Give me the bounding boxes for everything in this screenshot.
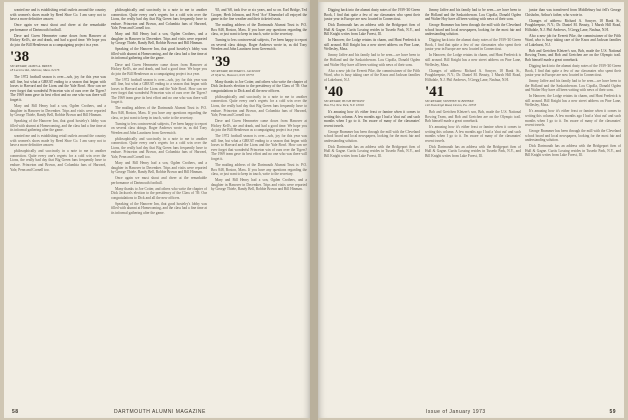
paragraph: wanted me and is establishing retail outlets around the country with women's shoes made by Reed Shoe Co. I am sorry not to have a more definitive answer. (10, 134, 106, 148)
class-year: '39 (211, 53, 231, 70)
paragraph: George Brammer has been through the mill with the Cleveland school board and local newspapers, looking for the most fair and understanding solution. (324, 129, 420, 143)
paragraph: George Brammer has been through the mill with the Cleveland school board and local newspapers, looking for the most fair and understanding solution. (525, 129, 621, 143)
paragraph: Changes of address: Richard A. Sawyer, 18 Bank St., Poughkeepsie, N.Y.; Dr. Daniel M. Beauty, 1 Marsh Hill Road, Hillsdale, N.J. Phil Andrews, 5 Gregg Lane, Nashua, N.H. (525, 18, 621, 32)
paragraph: It's amazing how it's either feast or famine when it comes to writing this column. A few months ago I had a 'shut out' and such months when I go to it. I'm aware of many of the classmates' recent travels. (324, 110, 420, 128)
left-page (4, 2, 310, 418)
paragraph: The mailing address of the Dartmouth Alumni Trust is: P.O. Box 848, Boston, Mass. If you have any questions regarding the class, or just want to keep in touch, write to the secretary. (111, 106, 207, 120)
paragraph: It's amazing how it's either feast or famine when it comes to writing this column. A few months ago I had a 'shut out' and such months when I go to it. I'm aware of many of the classmates' recent travels. (525, 109, 621, 128)
paragraph: Mary and Bill Henry had a son, Ogden Crothers, and a daughter in Hanover in December. Trips and visits were reported by George Thiele, Randy Bell, Robbie Brown and Bill Hinman. (10, 103, 106, 118)
paragraph: Jimmy Jaffee and his family had to be seen—we have been to the Holland and the Saskatchewan. Lou Cipolla, Donald Ogden and Walter Hoy have all been writing with news of their sons. (525, 79, 621, 93)
paragraph: Mary and Bill Henry had a son, Ogden Crothers, and a daughter in Hanover in December. Trips and visits were reported by George Thiele, Randy Bell, Robbie Brown and Bill Hinman. (111, 160, 207, 175)
paragraph: Mary and Bill Henry had a son, Ogden Crothers, and a daughter in Hanover in December. Trips and visits were reported by George Thiele, Randy Bell, Robbie Brown and Bill Hinman. (211, 178, 307, 192)
paragraph: Speaking of the Hanover Inn, that good hostelry's lobby was filled with alumni at Homecoming, and the class had a fine time at its informal gathering after the game. (111, 201, 207, 215)
paragraph: Bob and Gretchen Kletzer's son, Bob, made the U.S. National Rowing Team, and Bob and Gretchen are on the Olympic trail. Bob himself made a great comeback. (425, 110, 521, 124)
paragraph: junior than was transferred from Middlebury but fell's George Chisholm, Arthur's father, who wrote in. (525, 8, 621, 17)
left-footer (12, 409, 19, 415)
paragraph: Changes of address: Richard A. Sawyer, 18 Bank St., Poughkeepsie, N.Y.; Dr. Daniel M. Beauty, 1 Marsh Hill Road, Hillsdale, N.J. Phil Andrews, 5 Gregg Lane, Nashua, N.H. (425, 68, 521, 82)
class-year: '38 (10, 49, 30, 66)
paragraph: Dick Dartmouth has an address with the Bridgeport firm of Hull & Gagne. Curtis Lossing resides in Tuxedo Park, N.Y., and Bill Knight writes from Lake Forest, Ill. (425, 144, 521, 158)
paragraph: Digging back into the alumni dusty notes of the 1939-'40 Green Book, I find that quite a few of our classmates who spent their junior year in Europe are now located in Connecticut. (525, 64, 621, 78)
paragraph: Turning to less controversial subjects, I've been happy to report on several class doings. Roger Andrews wrote in, as did Tony Weeden and John Lauritzen from Greenwich. (211, 38, 307, 52)
paragraph: The 1972 football season is over—sob, joy for this year was still fine, but what a GREAT ending to a season that began with losses to Harvard and the Lions and the Yale Bowl. How can we ever forget that wonderful Princeton win of ours over the Tigers? The 1969 team gave its best effort and no one who was there will forget it. (10, 75, 106, 102)
paragraph: In Hanover, the Lodge retains its charm, and Hunt Frederick is still around. Bill Knight has a new street address on Pine Lane, Wellesley, Mass. (425, 53, 521, 67)
paragraph: George Brammer has been through the mill with the Cleveland school board and local newspapers, looking for the most fair and understanding solution. (425, 23, 521, 37)
class-address: 18 Lucerne Rd., Melrose, Mass. 02176 (10, 68, 60, 73)
paragraph: philosophically and succinctly in a note to me to another connection. Quite every one's regrets for a cold win over the Lions, the really bad day that Big Green fans frequently have to endure. Princeton and Brown, and Columbia fans of Harvard, Yale, Penn and Cornell too. (10, 149, 106, 172)
paragraph: Dick Dartmouth has an address with the Bridgeport firm of Hull & Gagne. Curtis Lossing resides in Tuxedo Park, N.Y., and Bill Knight writes from Lake Forest, Ill. (324, 144, 420, 158)
paragraph: Bob and Gretchen Kletzer's son, Bob, made the U.S. National Rowing Team, and Bob and Gretchen are on the Olympic trail. Bob himself made a great comeback. (525, 48, 621, 62)
paragraph: Speaking of the Hanover Inn, that good hostelry's lobby was filled with alumni at Homecoming, and the class had a fine time at its informal gathering after the game. (111, 47, 207, 61)
paragraph: Dave and Gwen Hemmeter came down from Hanover at Hickey Kell's, ate and drank, and had a good time. We hope you do join the Bill Henderson as a campaigning project in a year. (10, 33, 106, 47)
left-column-2 (111, 8, 207, 400)
paragraph: The 1972 football season is over—sob, joy for this year was still fine, but what a GREAT ending to a season that began with losses to Harvard and the Lions and the Yale Bowl. How can we ever forget that wonderful Princeton win of ours over the Tigers? The 1969 team gave its best effort and no one who was there will forget it. (111, 77, 207, 105)
paragraph: philosophically and succinctly in a note to me to another connection. Quite every one's regrets for a cold win over the Lions, the really bad day that Big Green fans frequently have to endure. Princeton and Brown, and Columbia fans of Harvard, Yale, Penn and Cornell too. (211, 94, 307, 118)
right-column-3 (525, 8, 621, 400)
class-heading-38 (10, 50, 106, 73)
paragraph: Once again we must shout and cheer at the remarkable performance of Dartmouth football. (111, 176, 207, 185)
left-column-1 (10, 8, 106, 400)
issue-date: Issue of January 1973 (426, 409, 486, 415)
paragraph: Digging back into the alumni dusty notes of the 1939-'40 Green Book, I find that quite a few of our classmates who spent their junior year in Europe are now located in Connecticut. (425, 38, 521, 52)
paragraph: The 1972 football season is over—sob, joy for this year was still fine, but what a GREAT ending to a season that began with losses to Harvard and the Lions and the Yale Bowl. How can we ever forget that wonderful Princeton win of ours over the Tigers? The 1969 team gave its best effort and no one who was there will forget it. (211, 134, 307, 161)
paragraph: philosophically and succinctly in a note to me to another connection. Quite every one's regrets for a cold win over the Lions, the really bad day that Big Green fans frequently have to endure. Princeton and Brown, and Columbia fans of Harvard, Yale, Penn and Cornell too. (111, 8, 207, 31)
magazine-title: DARTMOUTH ALUMNI MAGAZINE (114, 409, 206, 415)
page-number: 59 (609, 409, 616, 415)
paragraph: In Hanover, the Lodge retains its charm, and Hunt Frederick is still around. Bill Knight has a new street address on Pine Lane, Wellesley, Mass. (324, 38, 420, 52)
paragraph: Also a new job for Everett Pike, the commissioner of the Fifth Ward, who is busy taking care of the Knox and Jackson families of Lakehurst, N.J. (525, 33, 621, 47)
paragraph: philosophically and succinctly in a note to me to another connection. Quite every one's regrets for a cold win over the Lions, the really bad day that Big Green fans frequently have to endure. Princeton and Brown, and Columbia fans of Harvard, Yale, Penn and Cornell too. (111, 136, 207, 159)
right-page (318, 2, 624, 418)
class-address: 23 Wyld St., Hanover, N.H. 03755 (211, 72, 255, 77)
class-secretary: SECRETARY, RICHARD S. JACKSON (211, 68, 261, 73)
class-secretary: SECRETARY, STEPHEN W. BEHNKE (425, 99, 474, 104)
paragraph: Jimmy Jaffee and his family had to be seen—we have been to the Holland and the Saskatchewan. Lou Cipolla, Donald Ogden and Walter Hoy have all been writing with news of their sons. (324, 53, 420, 67)
class-year: '41 (425, 84, 445, 101)
left-footer-title (114, 409, 206, 415)
paragraph: Mary and Bill Henry had a son, Ogden Crothers, and a daughter in Hanover in December. Trips and visits were reported by George Thiele, Randy Bell, Robbie Brown and Bill Hinman. (111, 32, 207, 46)
paragraph: Many thanks to Joe Cotter, and others who write the chapter of Dick Jackson's election to the presidency of the Class of '39. Our congratulations to Dick and all the new officers. (211, 79, 307, 93)
paragraph: Many thanks to Joe Cotter, and others who write the chapter of Dick Jackson's election to the presidency of the Class of '39. Our congratulations to Dick and all the new officers. (111, 186, 207, 200)
class-secretary: SECRETARY, HUGH HEYDEN (324, 99, 365, 104)
class-heading-41 (425, 85, 521, 108)
left-column-3 (211, 8, 307, 400)
paragraph: It's amazing how it's either feast or famine when it comes to writing this column. A few months ago I had a 'shut out' and such months when I go to it. I'm aware of many of the classmates' recent travels. (425, 125, 521, 143)
page-number: 58 (12, 409, 19, 415)
right-footer-title (426, 409, 486, 415)
paragraph: Dick Dartmouth has an address with the Bridgeport firm of Hull & Gagne. Curtis Lossing resides in Tuxedo Park, N.Y., and Bill Knight writes from Lake Forest, Ill. (324, 23, 420, 37)
paragraph: In Hanover, the Lodge retains its charm, and Hunt Frederick is still around. Bill Knight has a new street address on Pine Lane, Wellesley, Mass. (525, 94, 621, 108)
paragraph: The mailing address of the Dartmouth Alumni Trust is: P.O. Box 848, Boston, Mass. If you have any questions regarding the class, or just want to keep in touch, write to the secretary. (211, 23, 307, 37)
class-heading-40 (324, 85, 420, 108)
paragraph: '65, and '68, took five or six years, and so on. Earl Bridge, Ted Cooper, Herb Johnson, and Fred 'Ace' Elmendorf all enjoyed the game in the fine weather and their ticketed seats. (211, 8, 307, 22)
paragraph: Turning to less controversial subjects, I've been happy to report on several class doings. Roger Andrews wrote in, as did Tony Weeden and John Lauritzen from Greenwich. (111, 121, 207, 135)
paragraph: Dave and Gwen Hemmeter came down from Hanover at Hickey Kell's, ate and drank, and had a good time. We hope you do join the Bill Henderson as a campaigning project in a year. (211, 119, 307, 133)
paragraph: wanted me and is establishing retail outlets around the country with women's shoes made by Reed Shoe Co. I am sorry not to have a more definitive answer. (10, 8, 106, 22)
paragraph: The mailing address of the Dartmouth Alumni Trust is: P.O. Box 848, Boston, Mass. If you have any questions regarding the class, or just want to keep in touch, write to the secretary. (211, 163, 307, 177)
right-column-1 (324, 8, 420, 400)
class-year: '40 (324, 84, 344, 101)
paragraph: Jimmy Jaffee and his family had to be seen—we have been to the Holland and the Saskatchewan. Lou Cipolla, Donald Ogden and Walter Hoy have all been writing with news of their sons. (425, 8, 521, 22)
class-heading-39 (211, 55, 307, 78)
right-footer (609, 409, 616, 415)
paragraph: Also a new job for Everett Pike, the commissioner of the Fifth Ward, who is busy taking care of the Knox and Jackson families of Lakehurst, N.J. (324, 68, 420, 82)
right-column-2 (425, 8, 521, 400)
class-address: 140 Stoneleigh Road, Devon, Pa. 19333 (425, 103, 477, 108)
class-secretary: SECRETARY, JAMES A. BREEN (10, 64, 52, 69)
paragraph: Dick Dartmouth has an address with the Bridgeport firm of Hull & Gagne. Curtis Lossing resides in Tuxedo Park, N.Y., and Bill Knight writes from Lake Forest, Ill. (525, 144, 621, 158)
class-address: Box 354, New York, N.Y. 10016 (324, 103, 364, 108)
paragraph: Digging back into the alumni dusty notes of the 1939-'40 Green Book, I find that quite a few of our classmates who spent their junior year in Europe are now located in Connecticut. (324, 8, 420, 22)
paragraph: Speaking of the Hanover Inn, that good hostelry's lobby was filled with alumni at Homecoming, and the class had a fine time at its informal gathering after the game. (10, 119, 106, 133)
binding-gutter (310, 0, 318, 420)
paragraph: Once again we must shout and cheer at the remarkable performance of Dartmouth football. (10, 23, 106, 32)
paragraph: Dave and Gwen Hemmeter came down from Hanover at Hickey Kell's, ate and drank, and had a good time. We hope you do join the Bill Henderson as a campaigning project in a year. (111, 62, 207, 76)
